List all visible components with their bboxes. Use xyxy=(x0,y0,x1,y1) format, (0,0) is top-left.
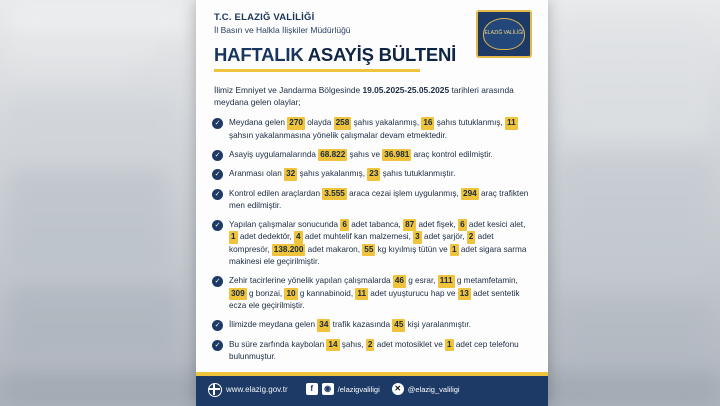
check-icon: ✓ xyxy=(212,118,223,129)
background-blot xyxy=(8,6,188,34)
list-item-text: Yapılan çalışmalar sonucunda 6 adet tabanca, 87 adet fişek, 6 adet kesici alet, 1 adet dedektör, 4 adet muhtelif kan malzemesi, 3 adet şarjör, 2 adet kompresör, 138.200 adet makaron, 55 kg kıyılmış tütün ve 1 adet sigara sarma makinesi ele geçirilmiştir. xyxy=(229,220,527,267)
check-icon: ✓ xyxy=(212,220,223,231)
facebook-icon[interactable]: f xyxy=(306,383,318,395)
list-item xyxy=(212,188,532,213)
bulletin-body xyxy=(196,0,548,372)
check-icon: ✓ xyxy=(212,340,223,351)
list-item xyxy=(212,168,532,180)
list-item-text: Zehir tacirlerine yönelik yapılan çalışmalarda 46 g esrar, 111 g metamfetamin, 309 g bonzai, 10 g kannabinoid, 11 adet uyuşturucu hap ve 13 adet sentetik ecza ele geçirilmiştir. xyxy=(229,276,520,310)
list-item xyxy=(212,219,532,268)
check-icon: ✓ xyxy=(212,189,223,200)
list-item-text: Bu süre zarfında kaybolan 14 şahıs, 2 adet motosiklet ve 1 adet cep telefonu bulunmuştur. xyxy=(229,339,519,361)
website-url[interactable]: www.elazig.gov.tr xyxy=(226,384,288,394)
background-blot xyxy=(8,96,178,156)
x-handle[interactable]: @elazig_valiligi xyxy=(407,384,460,394)
list-item xyxy=(212,117,532,142)
organization-name: T.C. ELAZIĞ VALİLİĞİ xyxy=(214,12,315,23)
list-item xyxy=(212,275,532,312)
globe-icon xyxy=(208,383,222,397)
department-name: İl Basın ve Halkla İlişkiler Müdürlüğü xyxy=(214,25,351,35)
social-links xyxy=(306,383,468,395)
list-item xyxy=(212,339,532,364)
title-underline xyxy=(214,69,420,72)
background-blot xyxy=(560,300,710,380)
background-blot xyxy=(8,44,158,58)
list-item-text: Aranması olan 32 şahıs yakalanmış, 23 şahıs tutuklanmıştır. xyxy=(229,169,455,178)
check-icon: ✓ xyxy=(212,276,223,287)
background-blot xyxy=(8,286,178,356)
x-twitter-icon[interactable]: ✕ xyxy=(392,383,404,395)
bulletin-item-list xyxy=(212,117,532,363)
title-prefix: HAFTALIK xyxy=(214,44,308,65)
list-item-text: Asayiş uygulamalarında 68.822 şahıs ve 36.981 araç kontrol edilmiştir. xyxy=(229,150,493,159)
background-blot xyxy=(560,20,710,140)
list-item-text: İlimizde meydana gelen 34 trafik kazasında 45 kişi yaralanmıştır. xyxy=(229,320,471,329)
crest-label: ELAZIĞ VALİLİĞİ xyxy=(483,18,525,50)
bulletin-card xyxy=(196,0,548,406)
facebook-handle[interactable]: /elazigvaliligi xyxy=(337,384,380,394)
check-icon: ✓ xyxy=(212,320,223,331)
footer-accent-stripe xyxy=(196,372,548,376)
governorship-crest-icon xyxy=(476,10,532,58)
intro-paragraph: İlimiz Emniyet ve Jandarma Bölgesinde 19.05.2025-25.05.2025 tarihleri arasında meydana gelen olaylar; xyxy=(214,85,514,108)
check-icon: ✓ xyxy=(212,169,223,180)
title-main: ASAYİŞ BÜLTENİ xyxy=(307,44,457,65)
list-item xyxy=(212,319,532,331)
list-item-text: Kontrol edilen araçlardan 3.555 araca cezai işlem uygulanmış, 294 araç trafikten men edilmiştir. xyxy=(229,188,529,210)
background-blot xyxy=(8,66,128,78)
instagram-icon[interactable]: ◉ xyxy=(322,383,334,395)
list-item-text: Meydana gelen 270 olayda 258 şahıs yakalanmış, 16 şahıs tutuklanmış, 11 şahsın yakalanmasına yönelik çalışmalar devam etmektedir. xyxy=(229,118,516,140)
footer-bar xyxy=(196,372,548,406)
background-blot xyxy=(8,170,168,270)
check-icon: ✓ xyxy=(212,150,223,161)
list-item xyxy=(212,149,532,161)
background-blot xyxy=(560,160,710,280)
